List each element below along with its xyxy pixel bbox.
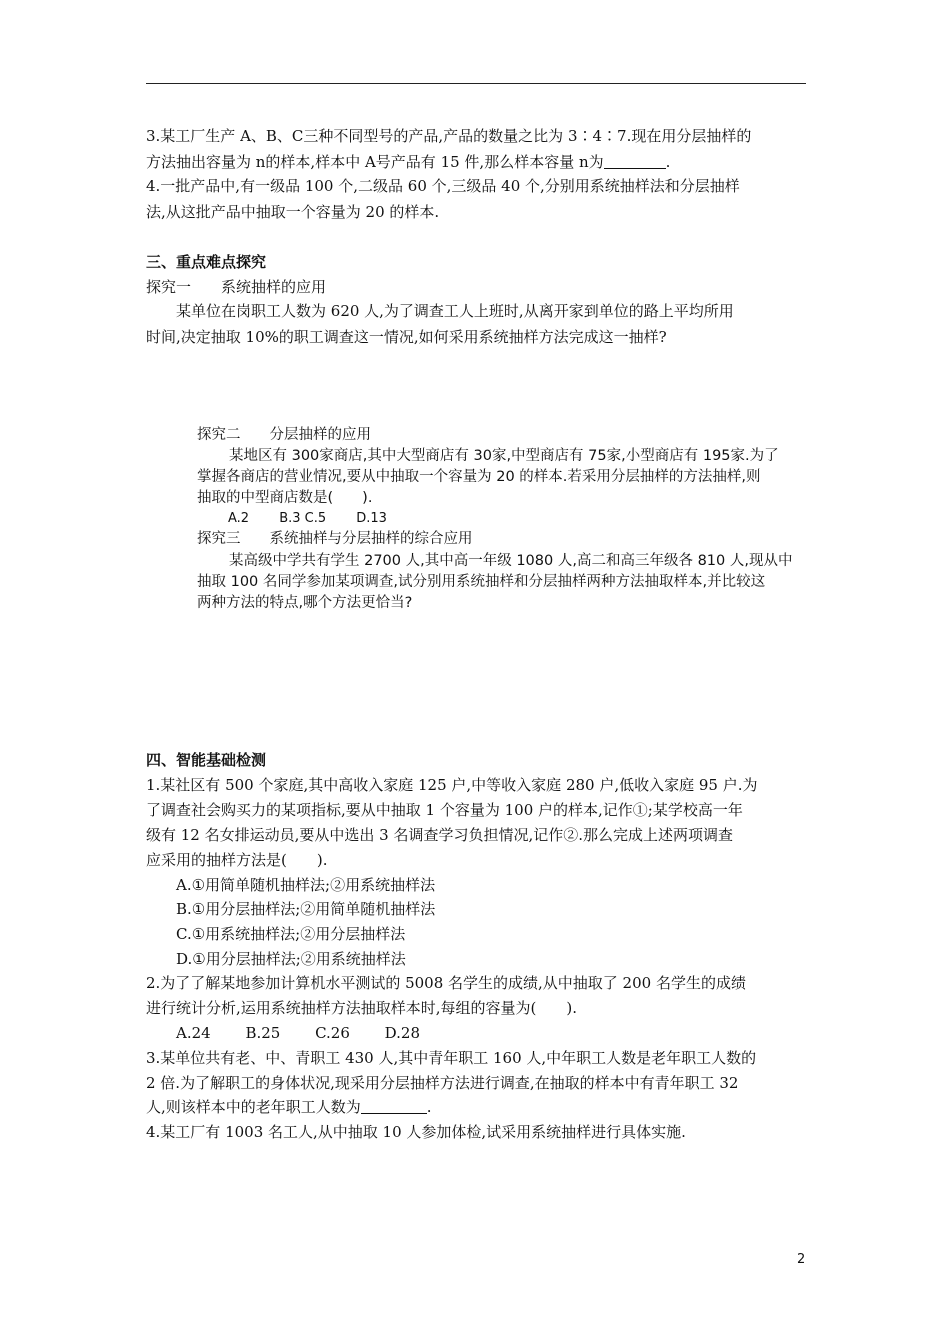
header-rule [146, 83, 806, 84]
ex1-line2: 时间,决定抽取 10%的职工调查这一情况,如何采用系统抽样方法完成这一抽样? [146, 328, 667, 346]
q4-line2: 法,从这批产品中抽取一个容量为 20 的样本. [146, 203, 440, 221]
q3-end: . [665, 153, 671, 171]
answer-blank [604, 154, 666, 169]
s4-q3-text: 人,则该样本中的老年职工人数为 [146, 1098, 361, 1116]
ex1-line1: 某单位在岗职工人数为 620 人,为了调查工人上班时,从离开家到单位的路上平均所用 [176, 302, 734, 320]
ex2-line2: 掌握各商店的营业情况,要从中抽取一个容量为 20 的样本.若采用分层抽样的方法抽样,则 [197, 469, 761, 485]
s4-q1-line2: 了调查社会购买力的某项指标,要从中抽取 1 个容量为 100 户的样本,记作①;某学校高一年 [146, 801, 743, 819]
s4-q1-line4: 应采用的抽样方法是( ). [146, 851, 328, 869]
section4-heading: 四、智能基础检测 [146, 751, 267, 769]
answer-blank [361, 1099, 427, 1114]
q3-text: 方法抽出容量为 n的样本,样本中 A号产品有 15 件,那么样本容量 n为 [146, 153, 604, 171]
q3-line1: 3.某工厂生产 A、B、C三种不同型号的产品,产品的数量之比为 3∶4∶7.现在用分层抽样的 [146, 127, 752, 145]
s4-q3-line3 [146, 1097, 432, 1117]
ex2-options: A.2 B.3 C.5 D.13 [228, 511, 387, 526]
section3-heading: 三、重点难点探究 [146, 253, 267, 271]
ex3-line3: 两种方法的特点,哪个方法更恰当? [197, 595, 413, 611]
s4-q2-line1: 2.为了了解某地参加计算机水平测试的 5008 名学生的成绩,从中抽取了 200 名学生的成绩 [146, 974, 746, 992]
s4-q3-line1: 3.某单位共有老、中、青职工 430 人,其中青年职工 160 人,中年职工人数是老年职工人数的 [146, 1049, 757, 1067]
ex3-title: 探究三 系统抽样与分层抽样的综合应用 [197, 531, 473, 547]
q3-line2 [146, 152, 670, 172]
ex2-line3: 抽取的中型商店数是( ). [197, 490, 373, 506]
ex2-title: 探究二 分层抽样的应用 [197, 427, 371, 443]
s4-q1-option-a: A.①用简单随机抽样法;②用系统抽样法 [176, 876, 436, 894]
s4-q1-line1: 1.某社区有 500 个家庭,其中高收入家庭 125 户,中等收入家庭 280 户,低收入家庭 95 户.为 [146, 776, 758, 794]
s4-q4-line1: 4.某工厂有 1003 名工人,从中抽取 10 人参加体检,试采用系统抽样进行具体实施. [146, 1123, 686, 1141]
s4-q1-option-d: D.①用分层抽样法;②用系统抽样法 [176, 950, 406, 968]
ex3-line2: 抽取 100 名同学参加某项调查,试分别用系统抽样和分层抽样两种方法抽取样本,并比较这 [197, 574, 766, 590]
s4-q3-line2: 2 倍.为了解职工的身体状况,现采用分层抽样方法进行调查,在抽取的样本中有青年职工 32 [146, 1074, 739, 1092]
s4-q1-option-b: B.①用分层抽样法;②用简单随机抽样法 [176, 900, 436, 918]
s4-q1-option-c: C.①用系统抽样法;②用分层抽样法 [176, 925, 406, 943]
ex3-line1: 某高级中学共有学生 2700 人,其中高一年级 1080 人,高二和高三年级各 810 人,现从中 [229, 553, 793, 569]
s4-q3-end: . [426, 1098, 432, 1116]
ex2-line1: 某地区有 300家商店,其中大型商店有 30家,中型商店有 75家,小型商店有 195家.为了 [229, 448, 779, 464]
s4-q2-line2: 进行统计分析,运用系统抽样方法抽取样本时,每组的容量为( ). [146, 999, 578, 1017]
s4-q1-line3: 级有 12 名女排运动员,要从中选出 3 名调查学习负担情况,记作②.那么完成上述两项调查 [146, 826, 734, 844]
ex1-title: 探究一 系统抽样的应用 [146, 278, 327, 296]
q4-line1: 4.一批产品中,有一级品 100 个,二级品 60 个,三级品 40 个,分别用系统抽样法和分层抽样 [146, 177, 740, 195]
page-number: 2 [797, 1252, 806, 1267]
s4-q2-options: A.24 B.25 C.26 D.28 [176, 1024, 421, 1042]
